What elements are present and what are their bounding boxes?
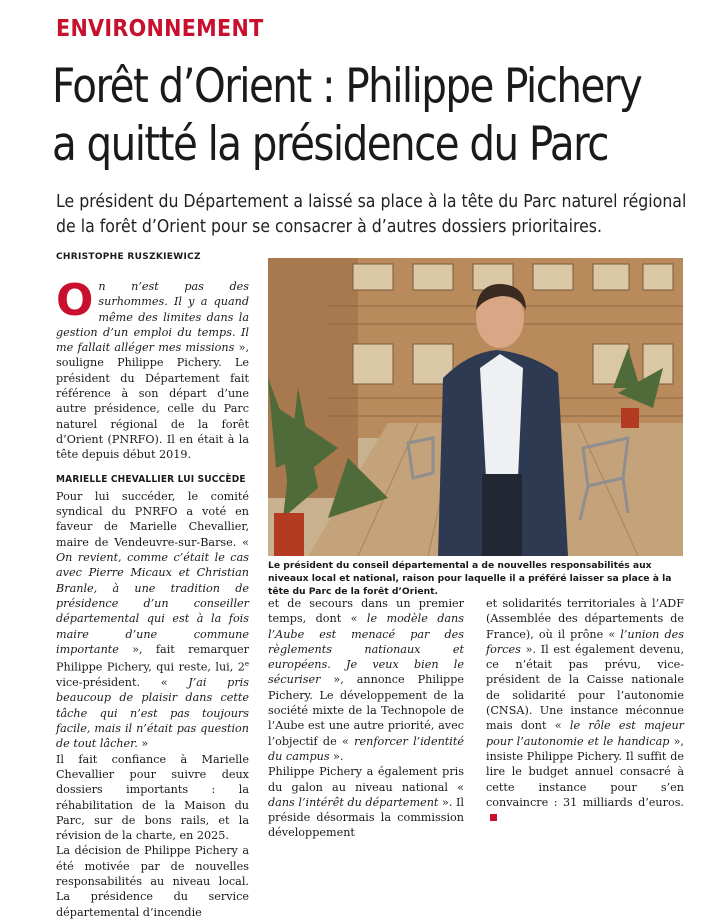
national-text-1: Philippe Pichery a également pris du galon au niveau national « [268,765,464,794]
priorities-text-2: », annonce Philippe Pichery. Le développement de la société mixte de la Technopole de l’Aube est une autre priorité, avec l’objectif de « [268,673,464,748]
paragraph-dossiers: Il fait confiance à Marielle Chevallier pour suivre deux dossiers importants : la réhabilitation de la Maison du Parc, sur de bons rails, et la révision de la charte, en 2025. [56,752,249,843]
paragraph-intro [56,275,249,463]
adf-text-1: et solidarités territoriales à l’ADF (Assemblée des départements de France), où il prône « [486,597,684,641]
drop-cap: O [56,275,94,326]
intro-quote: n n’est pas des surhommes. Il y a quand même des limites dans la gestion d’un emploi du temps. Il me fallait alléger mes missions [56,280,249,355]
adf-quote-1: l’union des forces [486,627,684,656]
adf-quote-2: le rôle est majeur pour l’autonomie et le handicap [486,719,684,748]
headline-line-1: Forêt d’Orient : Philippe Pichery [52,59,642,114]
national-text-2: ». Il préside désormais la commission développement [268,795,464,840]
headline-line-2: a quitté la présidence du Parc [52,117,608,172]
paragraph-adf-cnsa [486,596,684,825]
article-photo [268,258,683,556]
priorities-quote-2: renforcer l’identité du campus [268,734,464,763]
section-rubric: ENVIRONNEMENT [56,16,264,42]
paragraph-successor [56,489,249,752]
paragraph-decision: La décision de Philippe Pichery a été motivée par de nouvelles responsabilités au niveau local. La présidence du service départemental d’incendie [56,844,249,919]
article-column-3 [486,596,684,825]
photo-caption: Le président du conseil départemental a de nouvelles responsabilités aux niveaux local et national, raison pour laquelle il a préféré laisser sa place à la tête du Parc de la forêt d’Orient. [268,560,672,597]
national-quote: dans l’intérêt du département [268,795,439,809]
paragraph-national [268,764,464,840]
ordinal-superscript: e [244,660,249,669]
standfirst-line-2: de la forêt d’Orient pour se consacrer à d’autres dossiers prioritaires. [56,217,602,237]
courtyard-photo-illustration [268,258,683,556]
intro-rest: », souligne Philippe Pichery. Le président du Département fait référence à son départ d’une autre présidence, celle du Parc naturel régional de la forêt d’Orient (PNRFO). Il en était à la tête depuis début 2019. [56,341,249,462]
successor-text-2: », fait remarquer Philippe Pichery, qui reste, lui, 2 [56,642,249,674]
end-of-article-mark [490,814,497,821]
successor-text-3: vice-président. « [56,676,189,690]
adf-text-3: », insiste Philippe Pichery. Il suffit de lire le budget annuel consacré à cette instance pour s’en convaincre : 31 milliards d’euros. [486,734,684,809]
paragraph-priorities [268,596,464,764]
standfirst-line-1: Le président du Département a laissé sa place à la tête du Parc naturel régional [56,192,687,212]
successor-quote-1: On revient, comme c’était le cas avec Pierre Micaux et Christian Branle, à une tradition de présidence d’un conseiller départemental qui est à la fois maire d’une commune importante [56,551,249,656]
article-headline [52,58,642,174]
successor-text-1: Pour lui succéder, le comité syndical du PNRFO a voté en faveur de Marielle Chevallier, maire de Vendeuvre-sur-Barse. « [56,489,249,549]
priorities-text-3: ». [329,749,344,763]
author-byline: CHRISTOPHE RUSZKIEWICZ [56,252,201,262]
successor-text-4: » [137,737,149,751]
priorities-text-1: et de secours dans un premier temps, dont « [268,597,464,626]
article-column-2 [268,596,464,841]
subheading: MARIELLE CHEVALLIER LUI SUCCÈDE [56,473,246,485]
article-column-1 [56,275,249,920]
article-standfirst [56,190,687,240]
priorities-quote-1: le modèle dans l’Aube est menacé par des règlements nationaux et européens. Je veux bien le sécuriser [268,612,465,687]
successor-quote-2: J’ai pris beaucoup de plaisir dans cette tâche qui n’est pas toujours facile, mais il n’était pas question de tout lâcher. [56,676,249,751]
adf-text-2: ». Il est également devenu, ce n’était pas prévu, vice-président de la Caisse nationale de solidarité pour l’autonomie (CNSA). Une instance méconnue mais dont « [486,642,684,733]
